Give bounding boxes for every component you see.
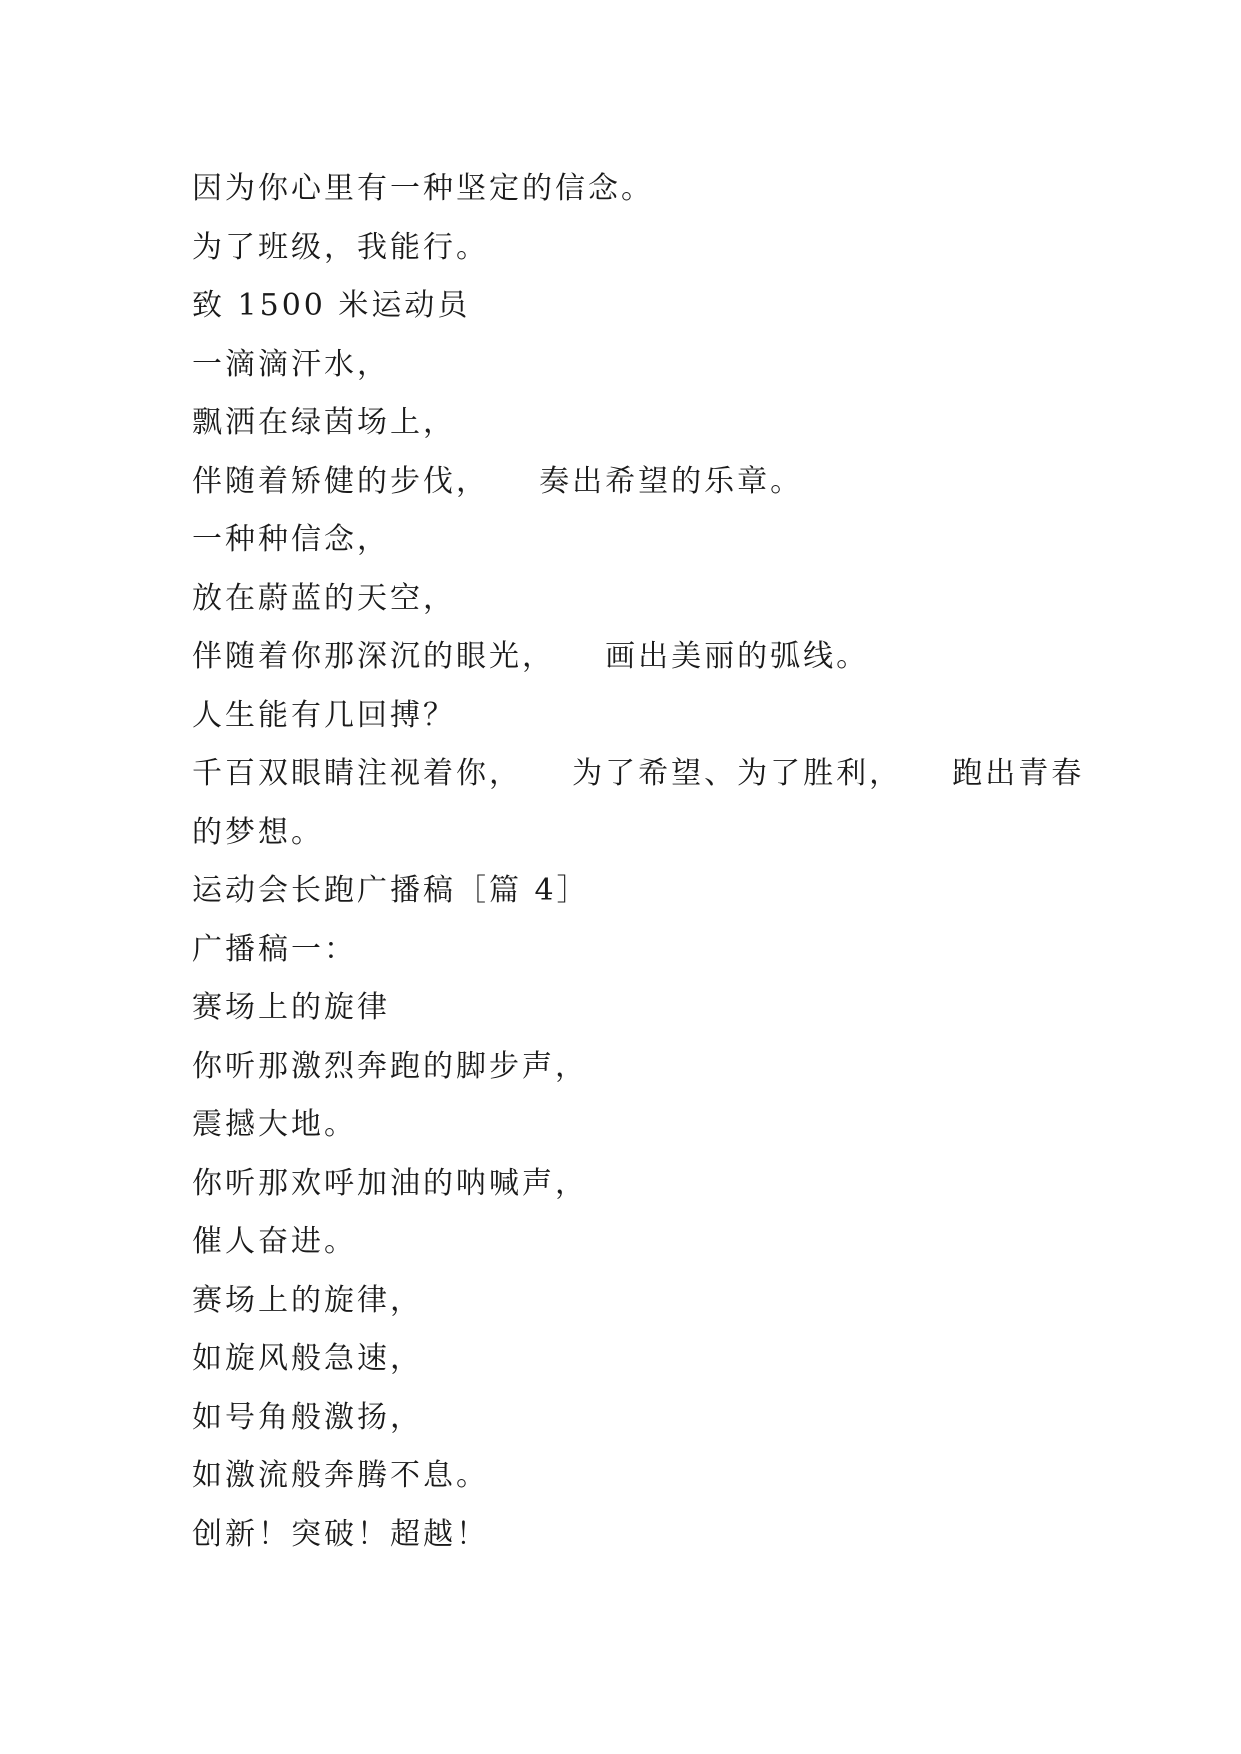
text-line: 的梦想。 [192, 814, 324, 850]
text-line: 你听那激烈奔跑的脚步声， [192, 1048, 588, 1084]
text-line: 你听那欢呼加油的呐喊声， [192, 1165, 588, 1201]
text-line: 一滴滴汗水， [192, 346, 390, 382]
text-line: 如号角般激扬， [192, 1399, 423, 1435]
text-line: 人生能有几回搏？ [192, 697, 456, 733]
subsection-title: 广播稿一： [192, 931, 357, 967]
text-line: 如激流般奔腾不息。 [192, 1458, 489, 1493]
document-body [192, 160, 1085, 1564]
section-title: 致 1500 米运动员 [192, 288, 471, 323]
text-line: 创新！突破！超越！ [192, 1516, 489, 1552]
text-line: 伴随着矫健的步伐， 奏出希望的乐章。 [192, 463, 804, 499]
text-line: 放在蔚蓝的天空， [192, 580, 456, 616]
text-line: 为了班级，我能行。 [192, 229, 489, 265]
text-line: 一种种信念， [192, 522, 390, 557]
text-line: 千百双眼睛注视着你， 为了希望、为了胜利， 跑出青春 [192, 756, 1085, 791]
text-line: 飘洒在绿茵场上， [192, 405, 456, 440]
poem-title: 赛场上的旋律 [192, 990, 390, 1025]
text-line: 伴随着你那深沉的眼光， 画出美丽的弧线。 [192, 639, 870, 674]
text-line: 震撼大地。 [192, 1107, 357, 1142]
text-line: 赛场上的旋律， [192, 1282, 423, 1318]
text-line: 因为你心里有一种坚定的信念。 [192, 171, 654, 206]
text-line: 如旋风般急速， [192, 1341, 423, 1376]
text-line: 催人奋进。 [192, 1224, 357, 1259]
section-title: 运动会长跑广播稿［篇 4］ [192, 873, 590, 908]
